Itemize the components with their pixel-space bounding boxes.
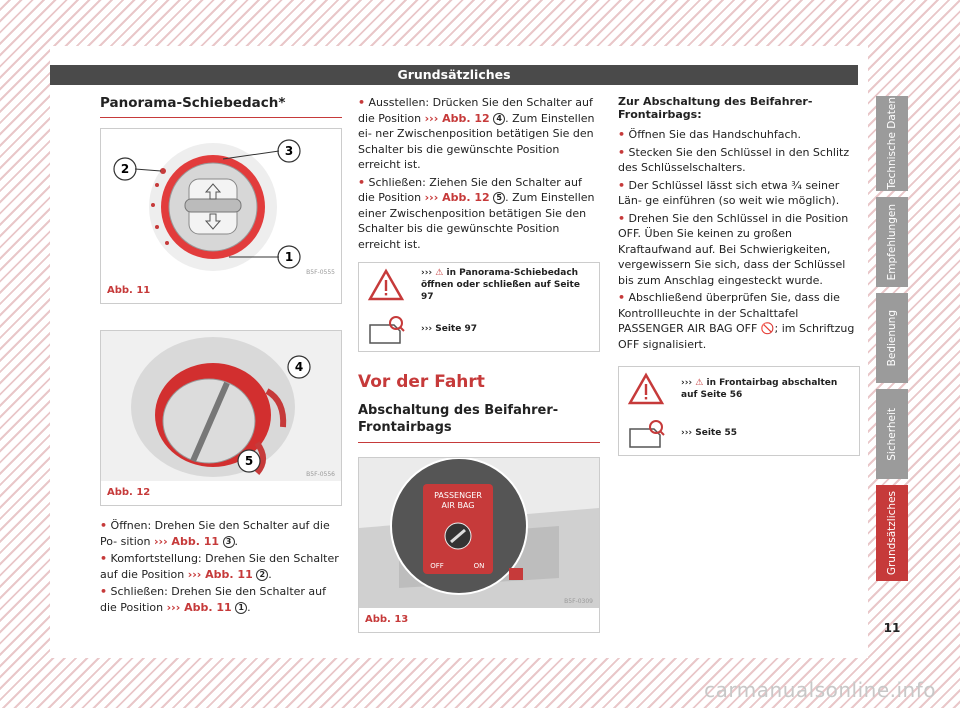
list-item: • Schließen: Ziehen Sie den Schalter auf die Position ››› Abb. 12 5 . Zum Einstellen einer Zwischenposition betätigen Sie den Schalter bis die gewünschte Position erreicht ist. [358, 175, 595, 251]
tab-technische-daten[interactable]: Technische Daten [876, 96, 908, 191]
off-label: OFF [430, 562, 444, 570]
figure-caption: Abb. 11 [107, 285, 151, 296]
list-item: • Drehen Sie den Schlüssel in die Position OFF. Üben Sie keinen zu großen Kraftaufwand auf. Bei Schwierigkeiten, vergewissern Sie sich, dass der Schlüssel bis zum Anschlag eingesteckt wurde. [618, 211, 849, 287]
page-link[interactable]: ››› Seite 97 [421, 324, 477, 334]
instructions-title: Zur Abschaltung des Beifahrer-Frontairbags: [618, 95, 813, 121]
callout-1: 1 [284, 250, 294, 264]
on-label: ON [473, 562, 485, 570]
airbag-label-line1: PASSENGER [434, 491, 482, 500]
list-item: • Der Schlüssel lässt sich etwa ¾ seiner Län- ge einführen (so weit wie möglich). [618, 178, 840, 207]
side-tabs [876, 96, 908, 587]
list-item: • Stecken Sie den Schlüssel in den Schlitz des Schlüsselschalters. [618, 145, 850, 174]
column-2 [358, 95, 600, 633]
subsection-title: Abschaltung des Beifahrer-Frontairbags [358, 402, 600, 443]
info-book-icon [627, 415, 665, 451]
figure-12-image [101, 331, 341, 481]
section-title: Panorama-Schiebedach* [100, 95, 342, 118]
figure-caption: Abb. 13 [365, 614, 409, 625]
figure-caption: Abb. 12 [107, 487, 151, 498]
watermark: carmanualsonline.info [704, 678, 936, 702]
figure-code: B5F-0556 [306, 471, 335, 478]
warning-triangle-icon [367, 267, 405, 303]
tab-grundsaetzliches[interactable]: Grundsätzliches [876, 485, 908, 581]
list-item: • Öffnen Sie das Handschuhfach. [618, 128, 802, 141]
list-item: • Öffnen: Drehen Sie den Schalter auf die Po- sition ››› Abb. 11 3 . [100, 519, 330, 548]
column-3 [618, 95, 860, 456]
warning-reference-box: ››› ⚠ in Frontairbag abschalten auf Seite 56 ››› Seite 55 [618, 366, 860, 456]
figure-13 [358, 457, 600, 633]
link-prefix: ››› [681, 378, 693, 388]
figure-code: B5F-0555 [306, 269, 335, 276]
figure-11-image [101, 129, 341, 279]
figure-13-image [359, 458, 599, 608]
sunroof-switch-diagram [101, 129, 341, 279]
info-book-icon [367, 311, 405, 347]
figure-code: B5F-0309 [564, 598, 593, 605]
warning-reference-box: ››› ⚠ in Panorama-Schiebedach öffnen oder schließen auf Seite 97 ››› Seite 97 [358, 262, 600, 352]
bullet-list [100, 518, 342, 615]
callout-4: 4 [294, 360, 304, 374]
warning-link[interactable]: in Frontairbag abschalten auf Seite 56 [681, 378, 838, 400]
warning-triangle-icon [627, 371, 665, 407]
page-link[interactable]: ››› Seite 55 [681, 428, 737, 438]
chapter-title: Vor der Fahrt [358, 372, 485, 392]
airbag-label-line2: AIR BAG [441, 501, 475, 510]
callout-3: 3 [284, 144, 294, 158]
page-number: 11 [883, 621, 901, 635]
dashboard-airbag-diagram [359, 458, 599, 608]
tab-bedienung[interactable]: Bedienung [876, 293, 908, 383]
callout-2: 2 [120, 162, 130, 176]
warning-link[interactable]: in Panorama-Schiebedach öffnen oder schließen auf Seite 97 [421, 268, 580, 302]
tab-sicherheit[interactable]: Sicherheit [876, 389, 908, 479]
list-item: • Komfortstellung: Drehen Sie den Schalter auf die Position ››› Abb. 11 2 . [100, 552, 339, 581]
link-prefix: ››› [421, 268, 433, 278]
callout-5: 5 [244, 454, 254, 468]
page-header: Grundsätzliches [50, 65, 858, 85]
list-item: • Schließen: Drehen Sie den Schalter auf die Position ››› Abb. 11 1 . [100, 585, 327, 614]
list-item: • Ausstellen: Drücken Sie den Schalter auf die Position ››› Abb. 12 4 . Zum Einstellen ei- ner Zwischenposition betätigen Sie den Schalter bis die gewünschte Position erreicht ist. [358, 96, 595, 171]
sunroof-switch-rotation-diagram [101, 331, 341, 481]
list-item: • Abschließend überprüfen Sie, dass die Kontrollleuchte in der Schalttafel PASSENGER AIR BAG OFF 🚫; im Schriftzug OFF signalisiert. [618, 291, 855, 351]
figure-12 [100, 330, 342, 506]
tab-empfehlungen[interactable]: Empfehlungen [876, 197, 908, 287]
figure-11 [100, 128, 342, 304]
column-1 [100, 95, 342, 617]
